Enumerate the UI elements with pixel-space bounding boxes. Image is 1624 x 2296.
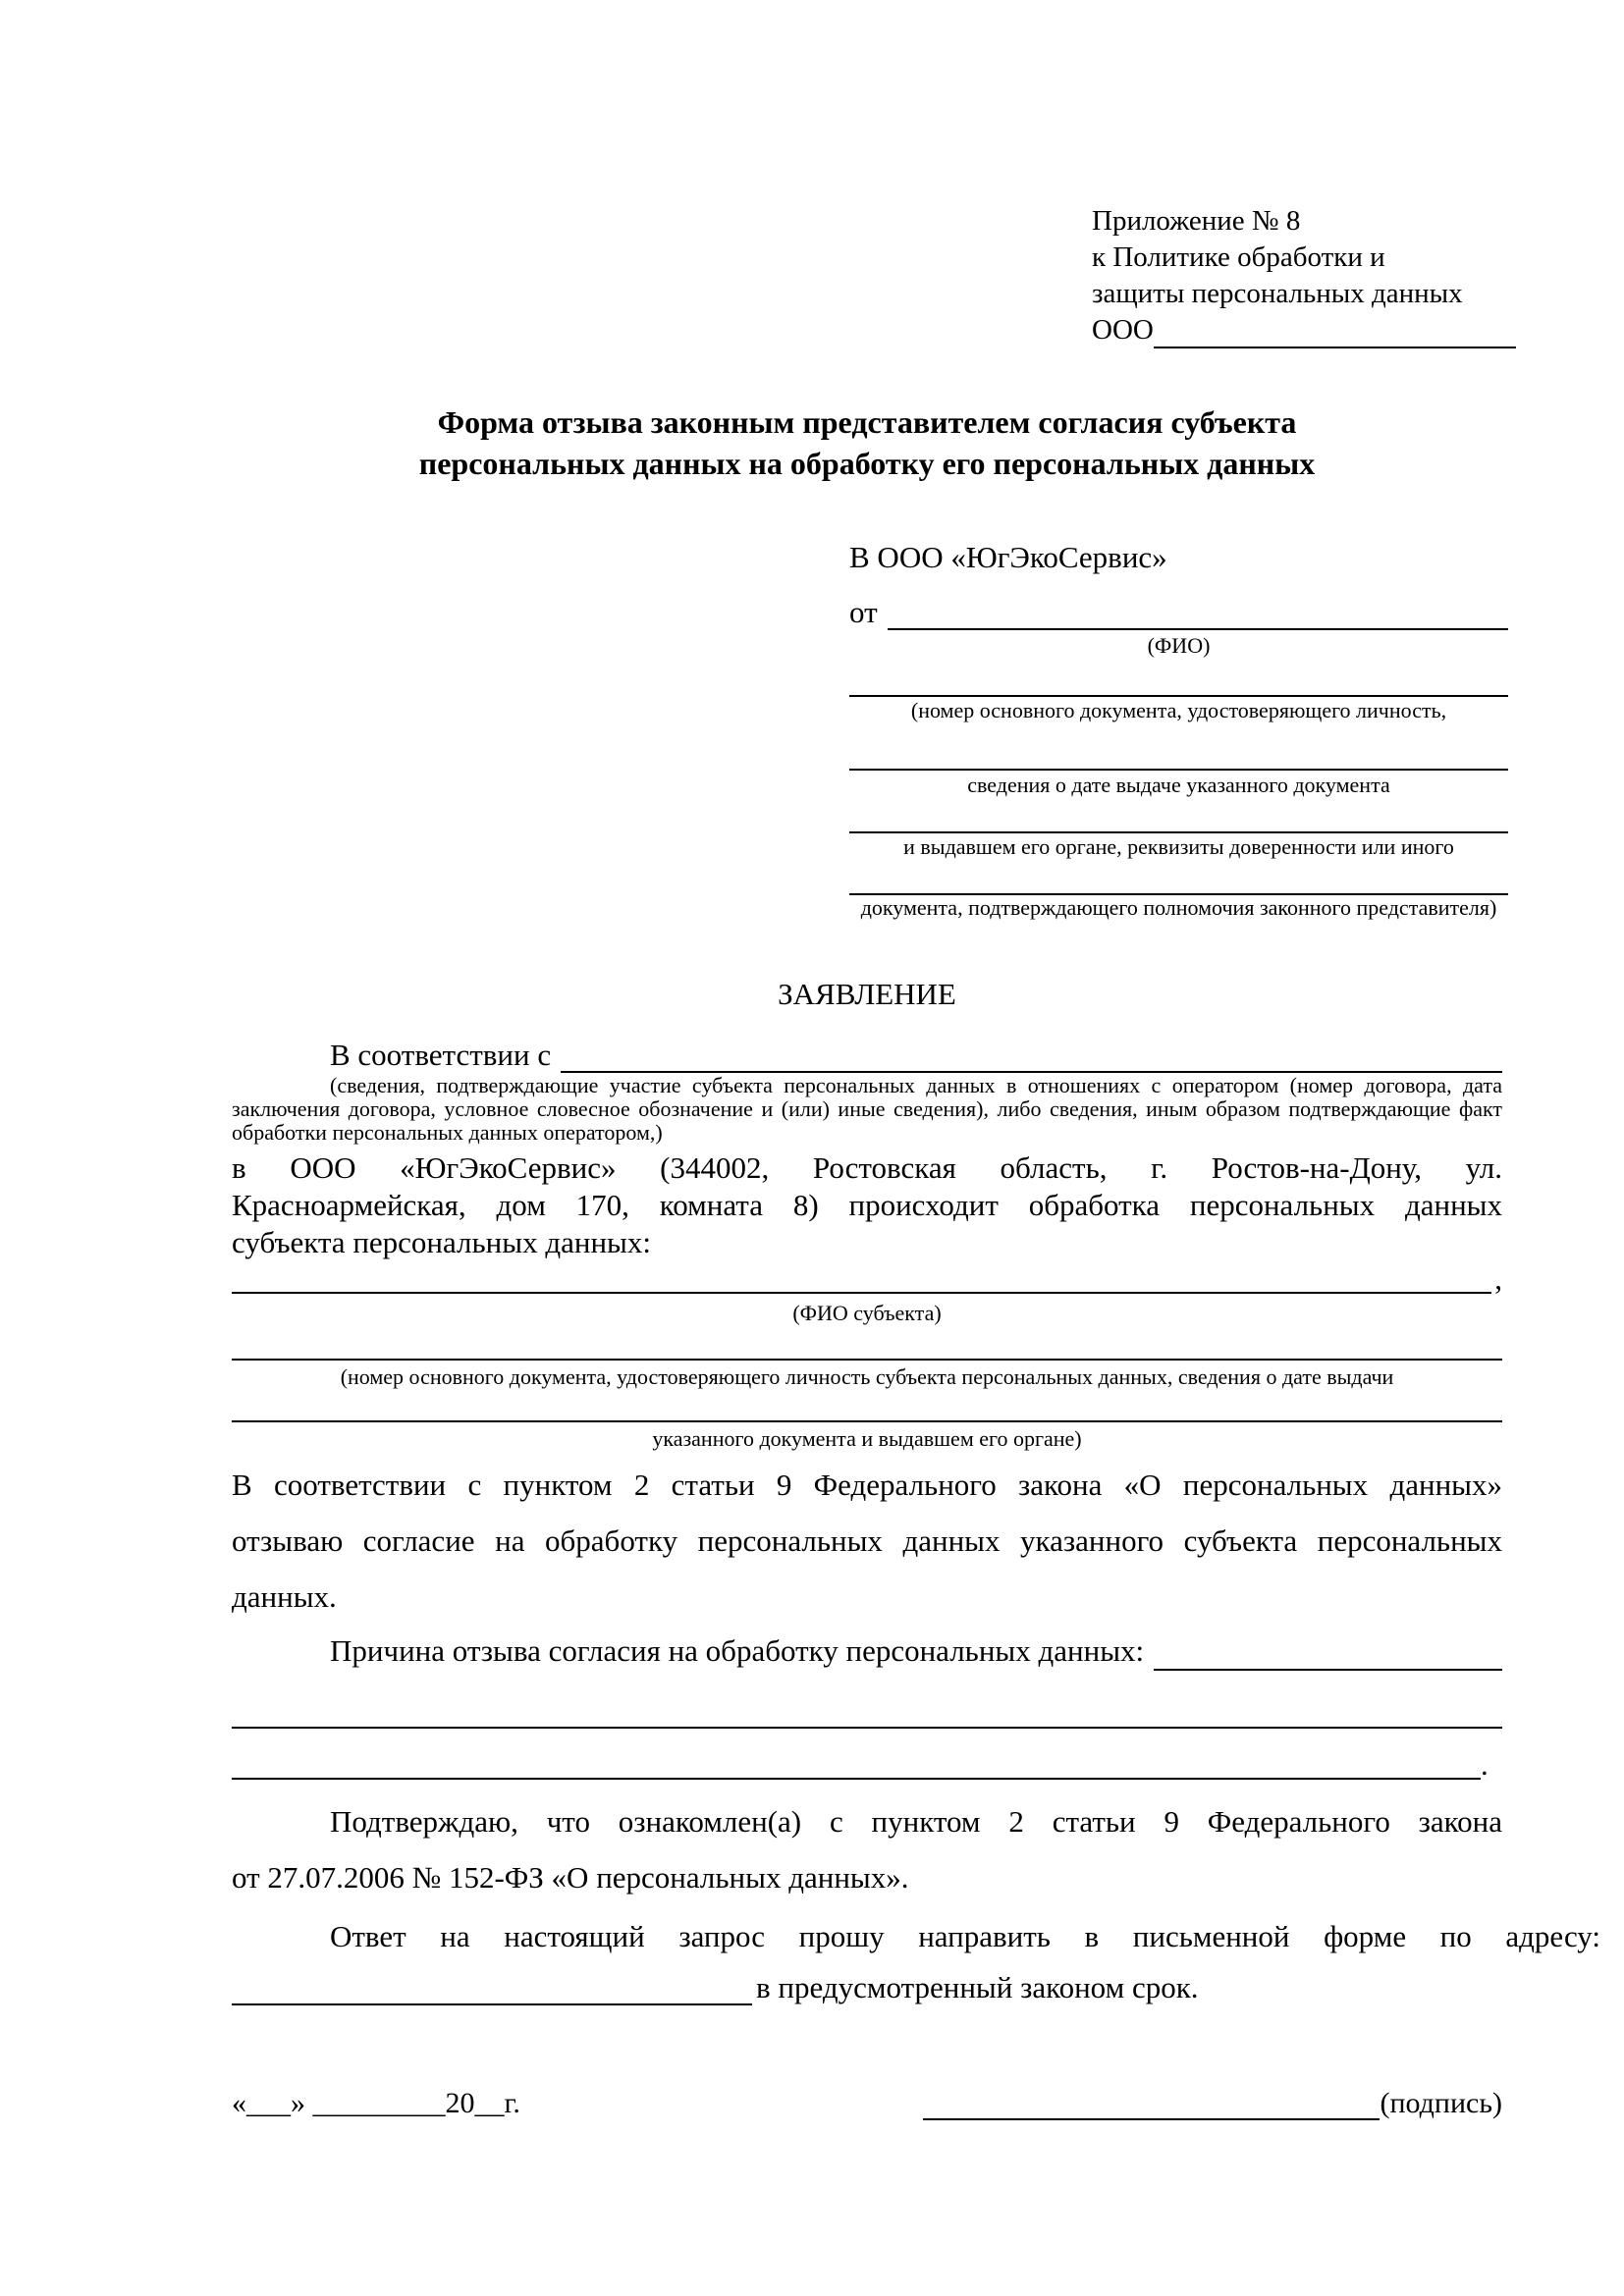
confirm-paragraph: [232, 1793, 1502, 1905]
org-blank-line: [1154, 317, 1516, 348]
org-prefix: ООО: [1092, 314, 1154, 346]
addressee-blank-line-1: [849, 669, 1508, 697]
footer-row: [232, 2087, 1502, 2120]
subject-fio-blank-line: [232, 1260, 1491, 1294]
addressee-to: В ООО «ЮгЭкоСервис»: [849, 540, 1167, 574]
addressee-blank-caption-2: сведения о дате выдаче указанного документа: [967, 773, 1390, 797]
page-title-line: Форма отзыва законным представителем согласия субъекта: [437, 404, 1297, 440]
reason-label: Причина отзыва согласия на обработку персональных данных:: [330, 1633, 1145, 1668]
reply-address-blank-line: [232, 1962, 752, 2005]
explanatory-note-line: заключения договора, условное словесное обозначение и (или) иные сведения), либо сведения, иным образом подтверждающие факт: [232, 1096, 1502, 1121]
signature-caption: (подпись): [1380, 2087, 1502, 2119]
accordance-prefix: В соответствии с: [330, 1038, 552, 1072]
operator-paragraph: [232, 1149, 1502, 1261]
withdraw-paragraph-line: отзываю согласие на обработку персональных данных указанного субъекта персональных: [232, 1523, 1502, 1558]
date-line: «___» _________20__г.: [232, 2087, 520, 2119]
explanatory-note-line: обработки персональных данных оператором,): [232, 1120, 663, 1145]
addressee-blank-caption-3: и выдавшем его органе, реквизиты доверенности или иного: [903, 834, 1454, 859]
confirm-paragraph-line: от 27.07.2006 № 152-ФЗ «О персональных данных».: [232, 1860, 909, 1895]
addressee-blank-line-3: [849, 806, 1508, 833]
fio-caption: (ФИО): [1147, 633, 1211, 658]
operator-paragraph-line: Красноармейская, дом 170, комната 8) происходит обработка персональных данных: [232, 1188, 1502, 1222]
operator-paragraph-line: в ООО «ЮгЭкоСервис» (344002, Ростовская область, г. Ростов-на-Дону, ул.: [232, 1150, 1502, 1185]
from-blank-line: [888, 593, 1508, 630]
statement-heading: ЗАЯВЛЕНИЕ: [778, 977, 956, 1011]
signature-blank-line: [923, 2087, 1380, 2120]
reason-blank-line-2: [232, 1699, 1502, 1729]
subject-fio-row: [232, 1262, 1502, 1294]
withdraw-paragraph-line: данных.: [232, 1579, 337, 1614]
appendix-note-line: защиты персональных данных: [1092, 278, 1463, 309]
subject-doc-blank-line-1: [232, 1333, 1502, 1361]
subject-fio-comma: ,: [1494, 1261, 1502, 1296]
reason-trailing-period: .: [1481, 1747, 1489, 1782]
reason-row: [232, 1631, 1502, 1671]
withdraw-paragraph-line: В соответствии с пунктом 2 статьи 9 Федерального закона «О персональных данных»: [232, 1468, 1502, 1502]
addressee-blank-line-4: [849, 868, 1508, 895]
reply-address-row: [232, 1964, 1502, 2005]
reply-suffix: в предусмотренный законом срок.: [756, 1970, 1199, 2004]
signature-block: [923, 2087, 1502, 2120]
addressee-blank-caption-4: документа, подтверждающего полномочия законного представителя): [860, 895, 1497, 920]
explanatory-note: [232, 1074, 1502, 1145]
reason-blank-line-1: [1154, 1629, 1502, 1671]
appendix-note-line: Приложение № 8: [1092, 205, 1301, 237]
subject-doc-caption-2: указанного документа и выдавшем его органе): [652, 1426, 1082, 1451]
withdraw-paragraph: [232, 1457, 1502, 1625]
subject-doc-blank-line-2: [232, 1395, 1502, 1422]
page-title: [232, 401, 1502, 484]
confirm-paragraph-line: Подтверждаю, что ознакомлен(а) с пунктом 2 статьи 9 Федерального закона: [330, 1804, 1502, 1839]
addressee-from-row: [849, 595, 1508, 630]
accordance-blank-line: [561, 1036, 1502, 1073]
from-label: от: [849, 595, 878, 629]
reason-blank-row-3: [232, 1747, 1502, 1782]
subject-doc-caption-1: (номер основного документа, удостоверяющего личность субъекта персональных данных, сведения о дате выдачи: [340, 1364, 1394, 1389]
reason-blank-line-3: [232, 1750, 1481, 1780]
operator-paragraph-line: субъекта персональных данных:: [232, 1225, 651, 1259]
appendix-note-line: к Политике обработки и: [1092, 241, 1385, 273]
appendix-note: [1092, 203, 1516, 348]
subject-fio-caption: (ФИО субъекта): [792, 1301, 942, 1325]
addressee-blank-line-2: [849, 743, 1508, 771]
addressee-blank-caption-1: (номер основного документа, удостоверяющего личность,: [910, 698, 1447, 722]
page-title-line: персональных данных на обработку его персональных данных: [418, 446, 1316, 481]
accordance-row: [232, 1038, 1502, 1073]
appendix-org-row: [1092, 312, 1516, 348]
reply-paragraph-line: Ответ на настоящий запрос прошу направить в письменной форме по адресу:: [330, 1919, 1600, 1953]
explanatory-note-line: (сведения, подтверждающие участие субъекта персональных данных в отношениях с оператором (номер договора, дата: [330, 1073, 1502, 1097]
